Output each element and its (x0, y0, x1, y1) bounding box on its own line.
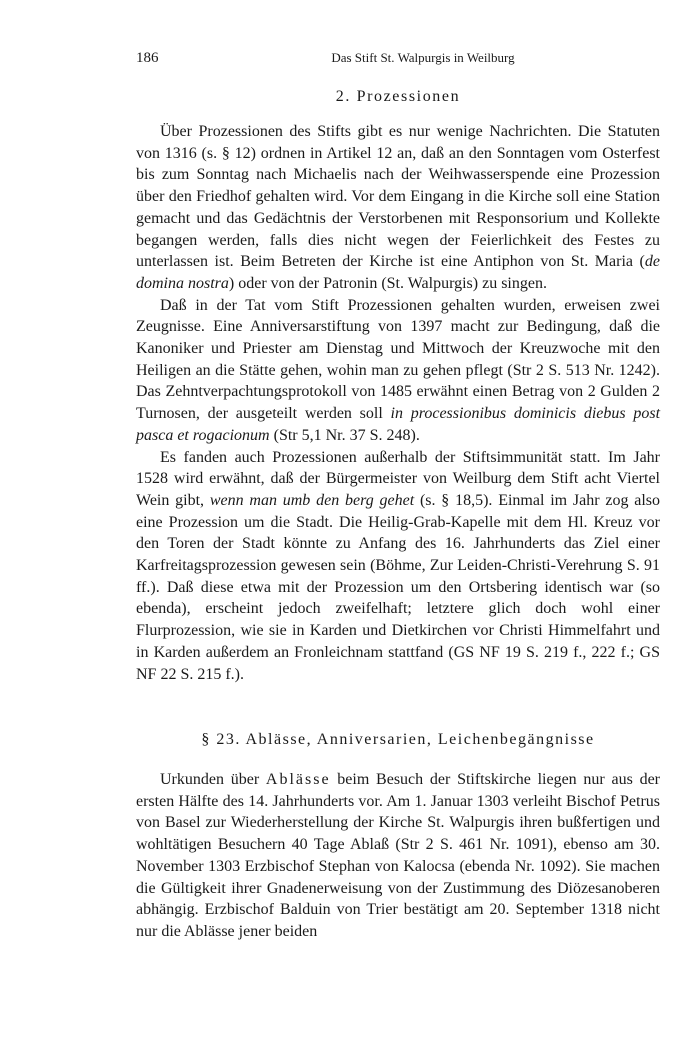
spaced-term: Ablässe (265, 771, 331, 788)
paragraph-text: beim Besuch der Stiftskirche liegen nur aus der ersten Hälfte des 14. Jahrhunderts vor. Am 1. Januar 1303 verleiht Bischof Petrus von Basel zur Wiederherstellung der Kirche St. Walpurgis ihren bußfertigen und wohltätigen Besuchern 40 Tage Ablaß (Str 2 S. 461 Nr. 1091), ebenso am 30. November 1303 Erzbischof Stephan von Kalocsa (ebenda Nr. 1092). Sie machen die Gültigkeit ihrer Gnadenerweisung von der Zustimmung des Diözesanoberen abhängig. Erzbischof Balduin von Trier bestätigt am 20. September 1318 nicht nur die Ablässe jener beiden (136, 771, 660, 940)
paragraph-text: Urkunden über (160, 771, 266, 788)
section-heading-prozessionen: 2. Prozessionen (335, 88, 461, 105)
section-heading-ablaesse: § 23. Ablässe, Anniversarien, Leichenbegängnisse (201, 731, 595, 748)
paragraph-text: Es fanden auch Prozessionen außerhalb der Stiftsimmunität statt. Im Jahr 1528 wird erwähnt, daß der Bürgermeister von Weilburg dem Stift acht Viertel Wein gibt, (136, 448, 660, 509)
paragraph-text: (s. § 18,5). Einmal im Jahr zog also eine Prozession um die Stadt. Die Heilig-Grab-Kapelle mit dem Hl. Kreuz vor den Toren der Stadt könnte zu Anfang des 16. Jahrhunderts das Ziel einer Karfreitagsprozession gewesen sein (Böhme, Zur Leiden-Christi-Verehrung S. 91 ff.). Daß diese etwa mit der Prozession um den Ortsbering identisch war (so ebenda), erscheint jedoch zweifelhaft; letztere glich doch wohl einer Flurprozession, wie sie in Karden und Dietkirchen vor Christi Himmelfahrt und in Karden außerdem an Fronleichnam stattfand (GS NF 19 S. 219 f., 222 f.; GS NF 22 S. 215 f.). (136, 491, 661, 683)
paragraph-text: (Str 5,1 Nr. 37 S. 248). (269, 426, 420, 444)
running-head (136, 48, 660, 68)
section-body-prozessionen (136, 121, 660, 685)
paragraph (136, 447, 660, 686)
paragraph (136, 295, 660, 447)
paragraph (136, 121, 660, 295)
paragraph-text: Über Prozessionen des Stifts gibt es nur wenige Nachrichten. Die Statuten von 1316 (s. § 12) ordnen in Artikel 12 an, daß an den Sonntagen vom Osterfest bis zum Sonntag nach Michaelis nach der Weihwasserspende eine Prozession über den Friedhof gehalten wird. Vor dem Eingang in die Kirche soll eine Station gemacht und das Gedächtnis der Verstorbenen mit Responsorium und Kollekte begangen werden, falls dies nicht wegen der Feierlichkeit des Festes zu unterlassen ist. Beim Betreten der Kirche ist eine Antiphon von St. Maria ( (136, 123, 660, 271)
running-title: Das Stift St. Walpurgis in Weilburg (331, 50, 515, 65)
latin-phrase: in processionibus dominicis diebus post pasca et rogacionum (136, 405, 661, 444)
quoted-phrase: wenn man umb den berg gehet (209, 491, 415, 509)
page-number: 186 (136, 50, 159, 66)
section-body-ablaesse (136, 769, 660, 943)
paragraph (136, 769, 660, 943)
latin-phrase: de domina nostra (136, 253, 660, 292)
paragraph-text: Daß in der Tat vom Stift Prozessionen gehalten wurden, erweisen zwei Zeugnisse. Eine Anniversarstiftung von 1397 macht zur Bedingung, daß die Kanoniker und Priester am Dienstag und Mittwoch der Kreuzwoche mit den Heiligen an die Stätte gehen, wohin man zu gehen pflegt (Str 2 S. 513 Nr. 1242). Das Zehntverpachtungsprotokoll von 1485 erwähnt einen Betrag von 2 Gulden 2 Turnosen, der ausgeteilt werden soll (136, 296, 660, 423)
paragraph-text: ) oder von der Patronin (St. Walpurgis) zu singen. (228, 274, 547, 292)
